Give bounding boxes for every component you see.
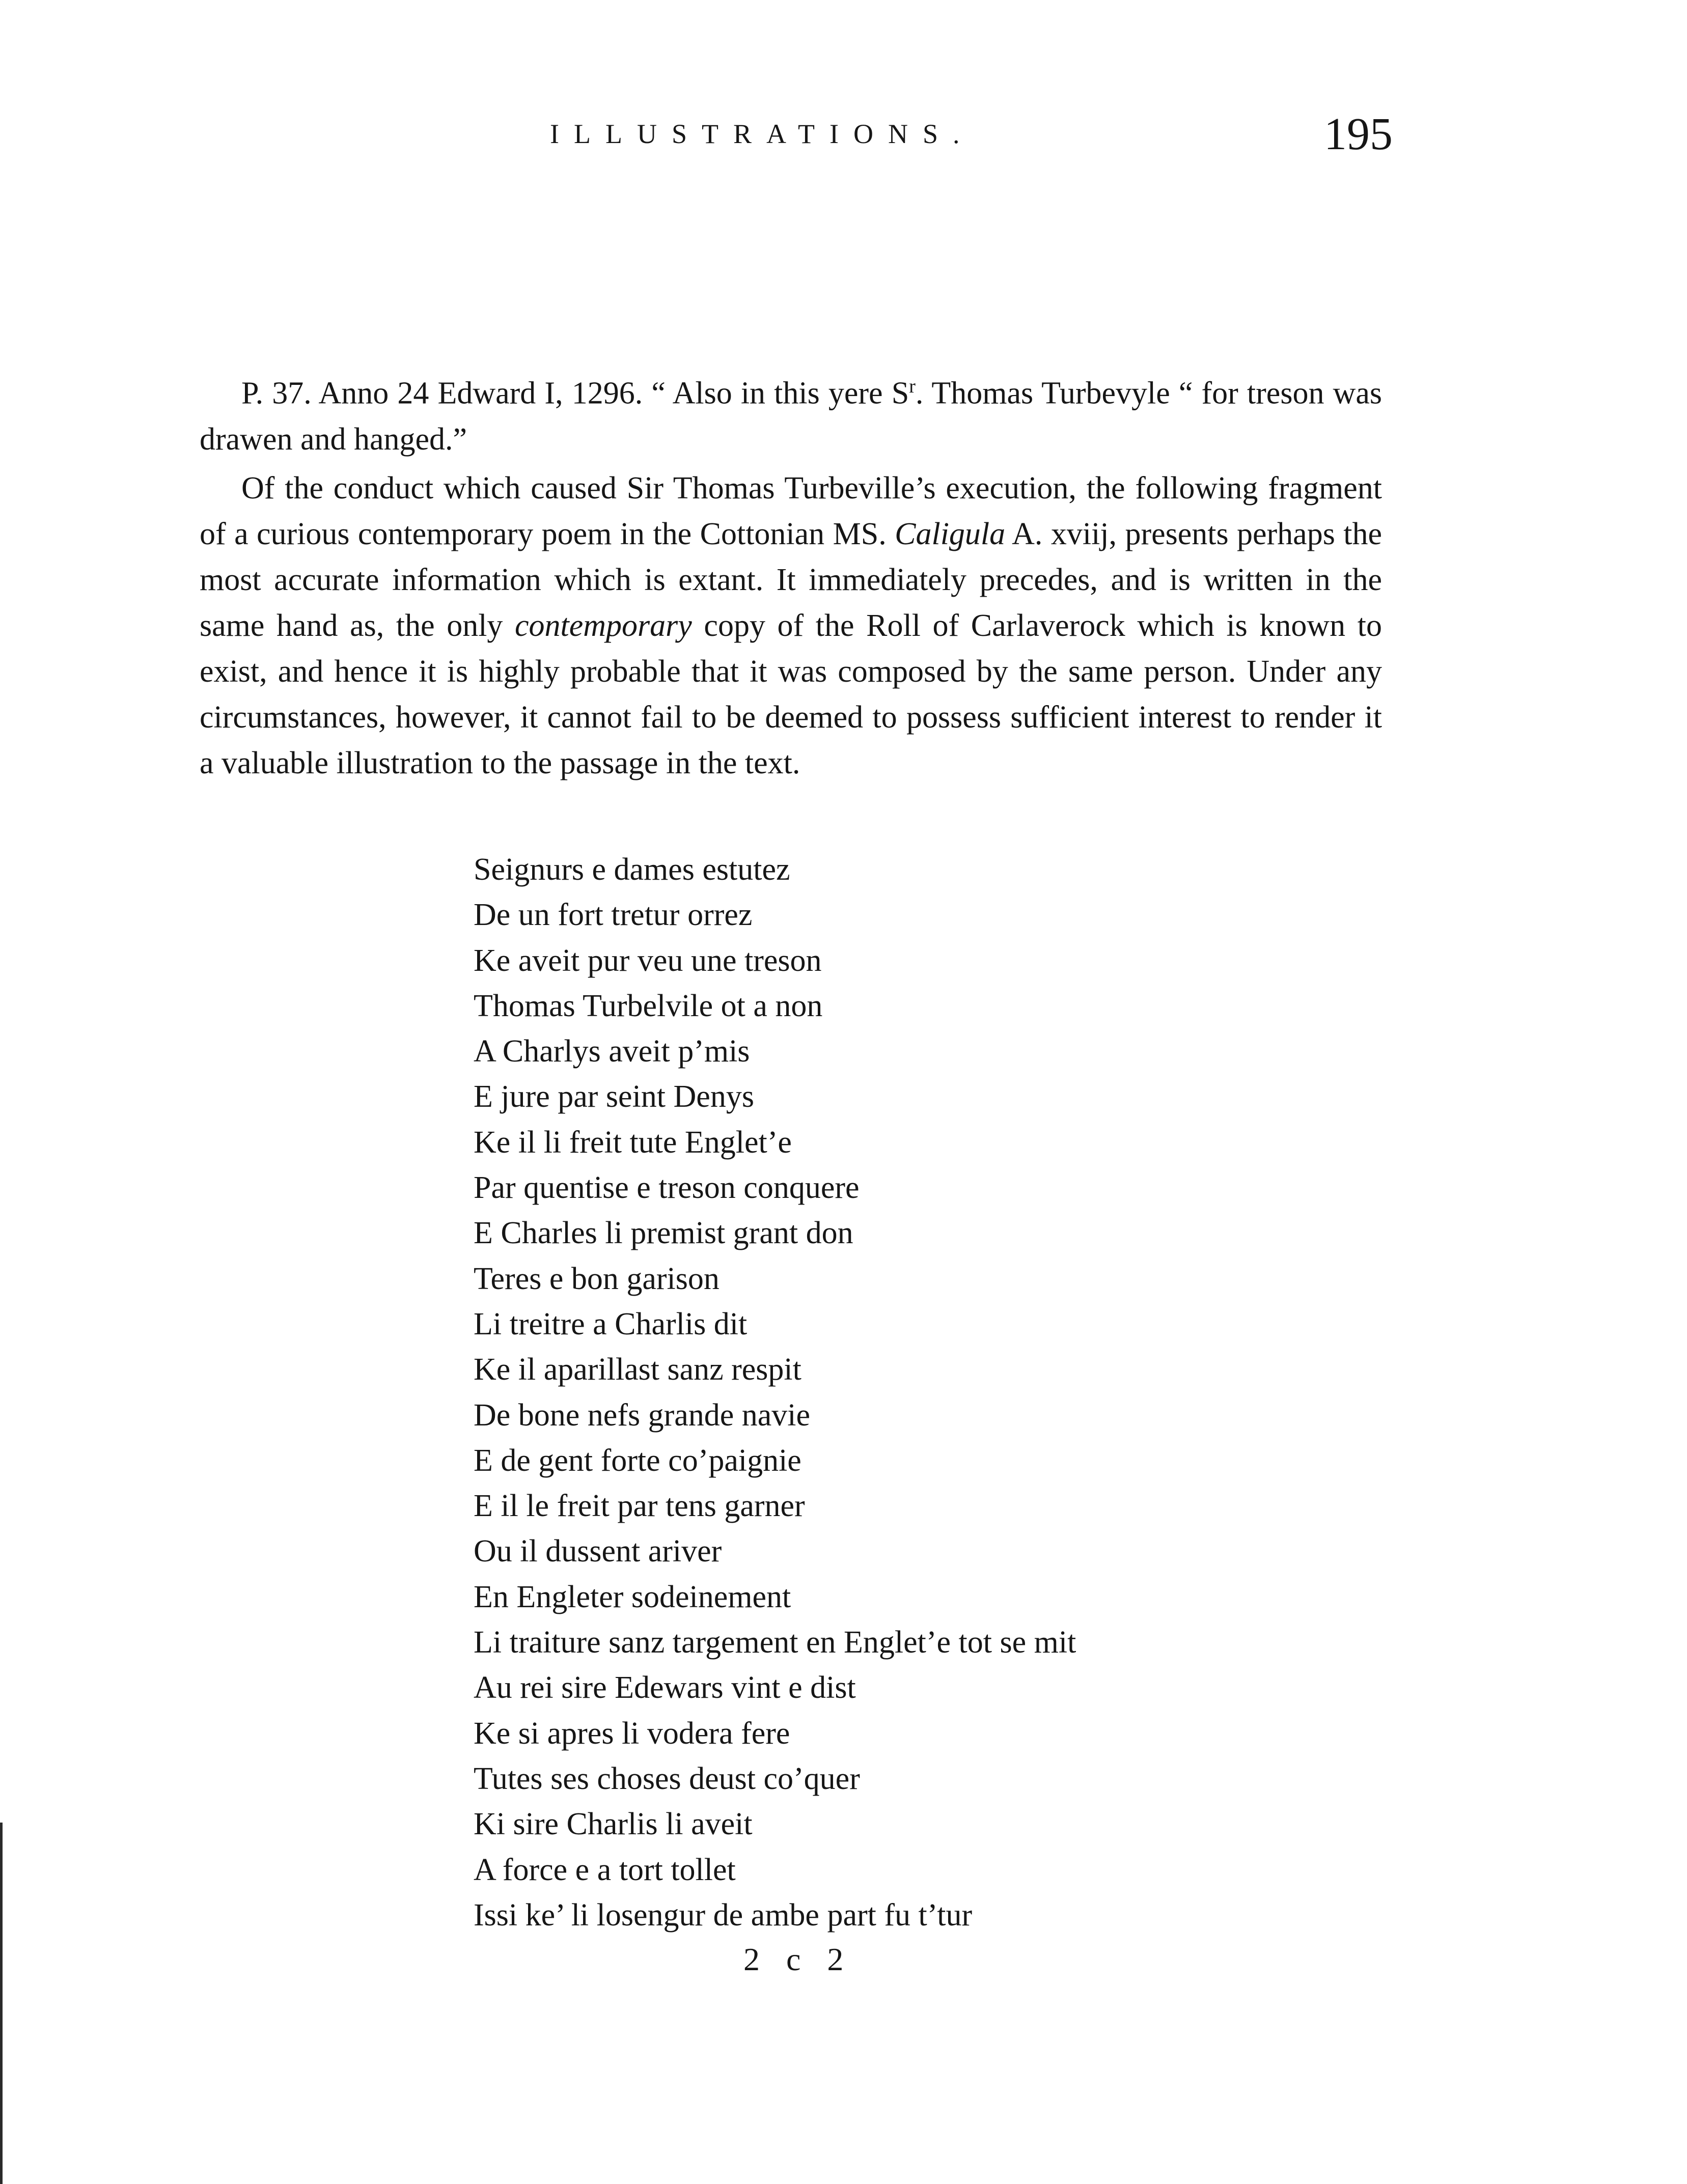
poem-line: Issi ke’ li losengur de ambe part fu t’tur xyxy=(474,1897,973,1933)
page-number: 195 xyxy=(1324,109,1393,159)
poem-line: Li traiture sanz targement en Englet’e tot se mit xyxy=(474,1625,1076,1660)
poem xyxy=(474,847,1076,1938)
poem-line: De un fort tretur orrez xyxy=(474,898,753,933)
poem-line: Seignurs e dames estutez xyxy=(474,852,790,887)
paragraph-2-text-a: Of the conduct which caused Sir Thomas Turbeville’s execution, the following fragment of a curious contemporary poem in the Cottonian MS. xyxy=(200,470,1382,551)
poem-line: En Engleter sodeinement xyxy=(474,1579,791,1614)
paragraph-2 xyxy=(200,465,1382,786)
poem-line: Au rei sire Edewars vint e dist xyxy=(474,1670,856,1705)
poem-line: Ke si apres li vodera fere xyxy=(474,1716,790,1751)
poem-line: Ke il li freit tute Englet’e xyxy=(474,1125,792,1160)
poem-line: Ke il aparillast sanz respit xyxy=(474,1352,801,1387)
caligula-italic: Caligula xyxy=(895,516,1006,551)
poem-line: Teres e bon garison xyxy=(474,1261,720,1296)
page-edge-shadow xyxy=(0,1823,3,2184)
poem-line: Li treitre a Charlis dit xyxy=(474,1306,748,1341)
poem-line: Thomas Turbelvile ot a non xyxy=(474,988,823,1023)
paragraph-1 xyxy=(200,363,1382,462)
paragraph-2-text-c: copy of the Roll of Carlaverock which is known to exist, and hence it is highly probable that it was composed by the same person. Under any circumstances, however, it cannot fail to be deemed to possess sufficient interest to render it a valuable illustration to the passage in the text. xyxy=(200,608,1382,780)
poem-line: E Charles li premist grant don xyxy=(474,1216,853,1251)
poem-line: Ou il dussent ariver xyxy=(474,1534,722,1569)
paragraph-2-text-b: A. xviij, presents perhaps the most accurate information which is extant. It immediately precedes, and is written in the same hand as, the only xyxy=(200,516,1382,643)
paragraph-1-text-a: P. 37. Anno 24 Edward I, 1296. “ Also in this yere S xyxy=(241,376,909,411)
poem-line: E jure par seint Denys xyxy=(474,1079,754,1114)
poem-line: A Charlys aveit p’mis xyxy=(474,1034,750,1069)
poem-line: E de gent forte co’paignie xyxy=(474,1443,801,1478)
poem-line: Ki sire Charlis li aveit xyxy=(474,1807,753,1842)
prose-block xyxy=(200,363,1382,786)
poem-line: Tutes ses choses deust co’quer xyxy=(474,1761,860,1796)
paragraph-1-superscript: r xyxy=(909,376,916,397)
contemporary-italic: contemporary xyxy=(515,608,692,643)
poem-line: Par quentise e treson conquere xyxy=(474,1170,860,1206)
poem-line: A force e a tort tollet xyxy=(474,1852,736,1887)
poem-line: Ke aveit pur veu une treson xyxy=(474,943,822,978)
running-title: ILLUSTRATIONS. xyxy=(550,119,975,149)
poem-line: De bone nefs grande navie xyxy=(474,1397,811,1433)
signature-mark: 2 c 2 xyxy=(743,1941,853,1977)
poem-line: E il le freit par tens garner xyxy=(474,1489,805,1524)
paragraph-1-text-b: . Thomas Turbevyle “ for treson was drawen and hanged.” xyxy=(200,376,1382,457)
